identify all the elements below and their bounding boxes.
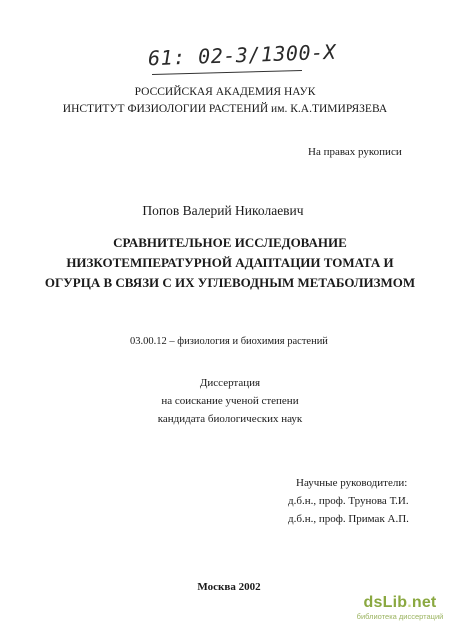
watermark-subtitle: библиотека диссертаций [356,612,444,621]
institute-name: ИНСТИТУТ ФИЗИОЛОГИИ РАСТЕНИЙ им. К.А.ТИМИРЯЗЕВА [62,103,388,115]
title-line-2: НИЗКОТЕМПЕРАТУРНОЙ АДАПТАЦИИ ТОМАТА И [66,255,394,270]
title-line-3: ОГУРЦА В СВЯЗИ С ИХ УГЛЕВОДНЫМ МЕТАБОЛИЗМОМ [44,275,416,290]
logo-dot: . [407,594,412,611]
degree-block [150,374,310,428]
dslib-logo [352,594,448,612]
logo-main: dsLib [363,594,408,611]
logo-tld: net [411,594,437,611]
handwritten-catalog-code: 61: 02-3/1300-X [147,39,337,71]
advisor-2: д.б.н., проф. Примак А.П. [288,513,409,525]
advisor-1: д.б.н., проф. Трунова Т.И. [288,495,409,507]
degree-line-1: Диссертация [199,377,261,389]
degree-line-2: на соискание ученой степени [161,395,299,407]
degree-line-3: кандидата биологических наук [157,413,303,425]
dissertation-title [40,233,420,293]
advisors-heading: Научные руководители: [296,477,408,489]
dslib-watermark[interactable] [352,594,448,622]
academy-name: РОССИЙСКАЯ АКАДЕМИЯ НАУК [134,86,316,98]
specialty-code: 03.00.12 – физиология и биохимия растений [130,336,328,347]
author-name: Попов Валерий Николаевич [142,203,304,218]
handwritten-underline [152,70,302,75]
advisors-block [288,474,409,528]
city-and-year: Москва 2002 [197,581,261,593]
manuscript-rights-note: На правах рукописи [308,146,402,158]
title-line-1: СРАВНИТЕЛЬНОЕ ИССЛЕДОВАНИЕ [113,235,347,250]
